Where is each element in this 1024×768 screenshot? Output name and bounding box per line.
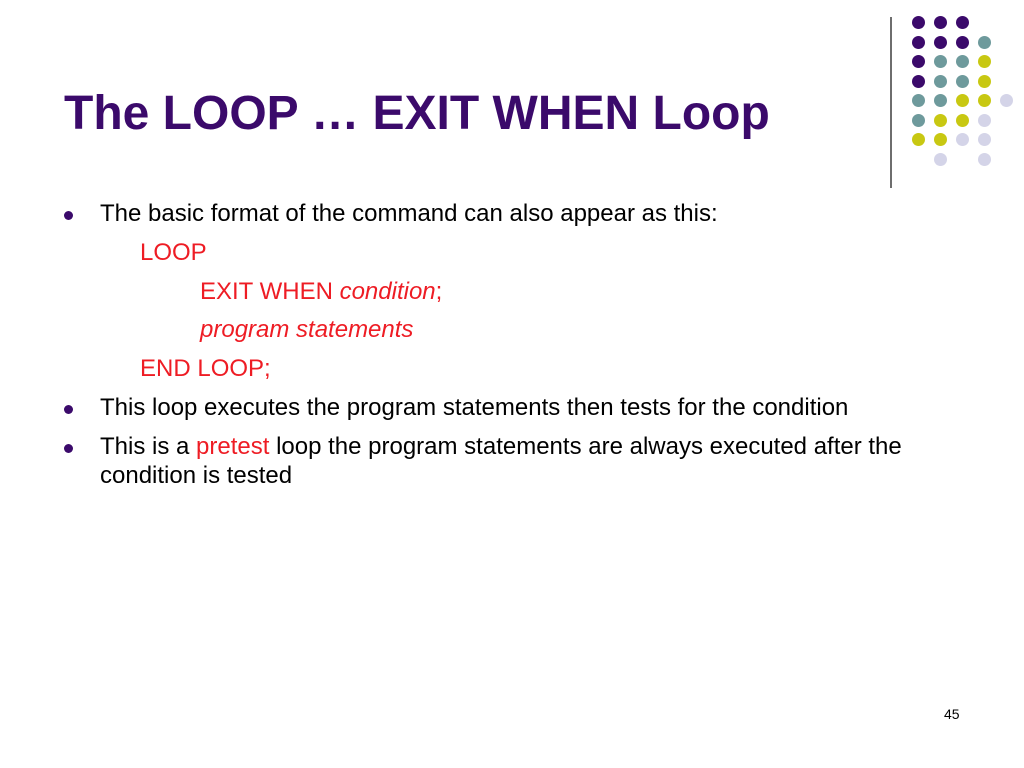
- decorative-dot: [978, 55, 991, 68]
- decorative-dot: [956, 36, 969, 49]
- decorative-dot: [934, 94, 947, 107]
- decorative-dot: [978, 36, 991, 49]
- code-keyword-loop: LOOP: [140, 238, 207, 266]
- code-program-statements: program statements: [200, 316, 414, 344]
- decorative-dot: [956, 133, 969, 146]
- bullet-item: [64, 394, 944, 423]
- decorative-dot: [978, 94, 991, 107]
- decorative-dot: [934, 16, 947, 29]
- title-divider-line: [890, 17, 892, 188]
- bullet-dot-icon: [64, 405, 73, 414]
- bullet-dot-icon: [64, 444, 73, 453]
- bullet-highlight-pretest: pretest: [196, 432, 270, 460]
- decorative-dot: [912, 94, 925, 107]
- bullet-dot-icon: [64, 211, 73, 220]
- decorative-dot: [956, 16, 969, 29]
- decorative-dot: [956, 55, 969, 68]
- code-line-exit-when: [64, 278, 944, 307]
- bullet-text: The basic format of the command can also appear as this:: [100, 200, 718, 227]
- decorative-dot: [934, 114, 947, 127]
- page-number: 45: [944, 706, 960, 722]
- decorative-dot: [978, 114, 991, 127]
- decorative-dot: [934, 133, 947, 146]
- decorative-dot: [978, 153, 991, 166]
- code-keyword-exit-when: EXIT WHEN: [200, 277, 340, 305]
- bullet-item: [64, 200, 944, 229]
- decorative-dot: [912, 75, 925, 88]
- decorative-dot: [912, 36, 925, 49]
- bullet-text-after: loop the program statements are always executed after the condition is tested: [100, 432, 902, 489]
- decorative-dot: [912, 114, 925, 127]
- decorative-dot: [934, 55, 947, 68]
- decorative-dot: [978, 133, 991, 146]
- code-line-loop: [64, 239, 944, 268]
- bullet-item: [64, 433, 944, 491]
- decorative-dot: [912, 133, 925, 146]
- decorative-dot: [912, 16, 925, 29]
- code-line-statements: [64, 316, 944, 345]
- decorative-dot: [912, 55, 925, 68]
- bullet-text: This loop executes the program statements then tests for the condition: [100, 393, 849, 421]
- decorative-dot: [934, 75, 947, 88]
- decorative-dot: [956, 75, 969, 88]
- code-condition: condition: [339, 277, 436, 305]
- decorative-dot: [934, 36, 947, 49]
- code-keyword-end-loop: END LOOP;: [140, 355, 271, 383]
- decorative-dot: [978, 75, 991, 88]
- decorative-dot: [934, 153, 947, 166]
- slide-title: The LOOP … EXIT WHEN Loop: [64, 87, 770, 140]
- code-line-end-loop: [64, 355, 944, 384]
- decorative-dot: [1000, 94, 1013, 107]
- decorative-dot: [956, 114, 969, 127]
- slide-body: [64, 200, 944, 490]
- code-semicolon: ;: [435, 277, 443, 305]
- decorative-dot: [956, 94, 969, 107]
- bullet-text-before: This is a: [100, 432, 197, 460]
